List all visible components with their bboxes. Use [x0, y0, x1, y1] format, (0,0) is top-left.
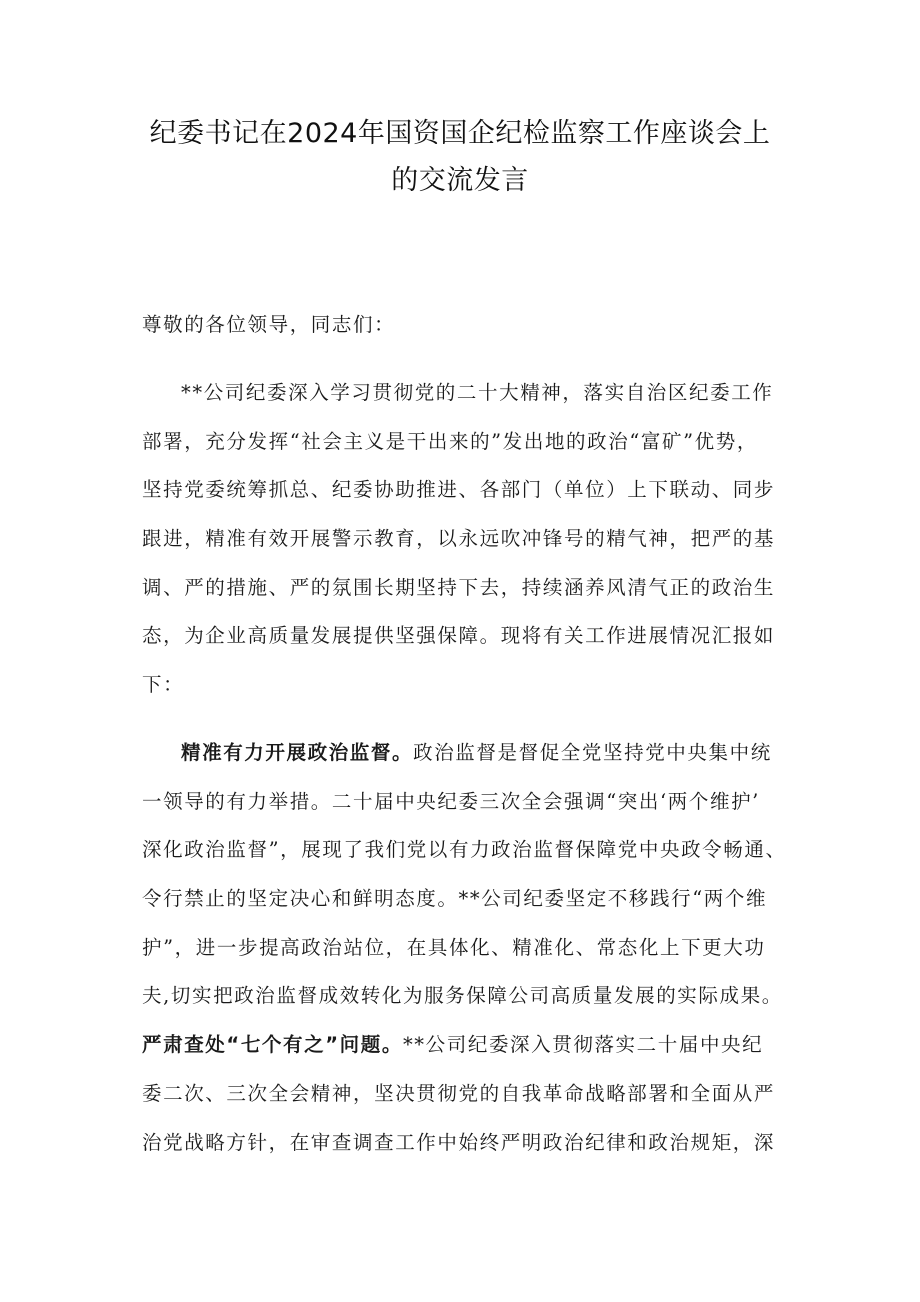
section-paragraphs [142, 729, 792, 1167]
title-line-2: 的交流发言 [391, 165, 529, 196]
paragraph-line: 调、严的措施、严的氛围长期坚持下去，持续涵养风清气正的政治生 [142, 575, 776, 599]
section2-first-line [142, 1021, 792, 1070]
section1-line: 一领导的有力举措。二十届中央纪委三次全会强调“突出‘两个维护’ [142, 789, 760, 813]
section1-line: 深化政治监督”，展现了我们党以有力政治监督保障党中央政令畅通、 [142, 838, 787, 862]
section1-line: 令行禁止的坚定决心和鲜明态度。**公司纪委坚定不移践行“两个维 [142, 887, 768, 911]
section1-line: 夫,切实把政治监督成效转化为服务保障公司高质量发展的实际成果。 [142, 984, 783, 1008]
paragraph-line: 坚持党委统筹抓总、纪委协助推进、各部门（单位）上下联动、同步 [142, 478, 776, 502]
section1-line: 护”，进一步提高政治站位，在具体化、精准化、常态化上下更大功 [142, 935, 766, 959]
salutation [142, 301, 792, 350]
paragraph-line: 跟进，精准有效开展警示教育，以永远吹冲锋号的精气神，把严的基 [142, 527, 776, 551]
paragraph-line: 部署，充分发挥“社会主义是干出来的”发出地的政治“富矿”优势， [142, 429, 758, 453]
paragraph-line: 态，为企业高质量发展提供坚强保障。现将有关工作进展情况汇报如 [142, 624, 776, 648]
salutation-text: 尊敬的各位领导，同志们： [142, 313, 396, 336]
intro-paragraph [142, 369, 792, 710]
section1-line: 政治监督是督促全党坚持党中央集中统 [413, 741, 772, 764]
document-title [120, 110, 800, 204]
section1-heading: 精准有力开展政治监督。 [181, 741, 414, 764]
title-line-1: 纪委书记在2024年国资国企纪检监察工作座谈会上 [149, 118, 771, 149]
paragraph-line: 下： [142, 673, 185, 697]
section2-line: 委二次、三次全会精神，坚决贯彻党的自我革命战略部署和全面从严 [142, 1081, 776, 1105]
section2-line: **公司纪委深入贯彻落实二十届中央纪 [402, 1033, 764, 1057]
section2-line: 治党战略方针，在审查调查工作中始终严明政治纪律和政治规矩，深 [142, 1130, 776, 1154]
section1-first-line [142, 729, 792, 778]
section2-heading: 严肃查处“七个有之”问题。 [142, 1033, 403, 1057]
paragraph-line: **公司纪委深入学习贯彻党的二十大精神，落实自治区纪委工作 [181, 381, 774, 404]
